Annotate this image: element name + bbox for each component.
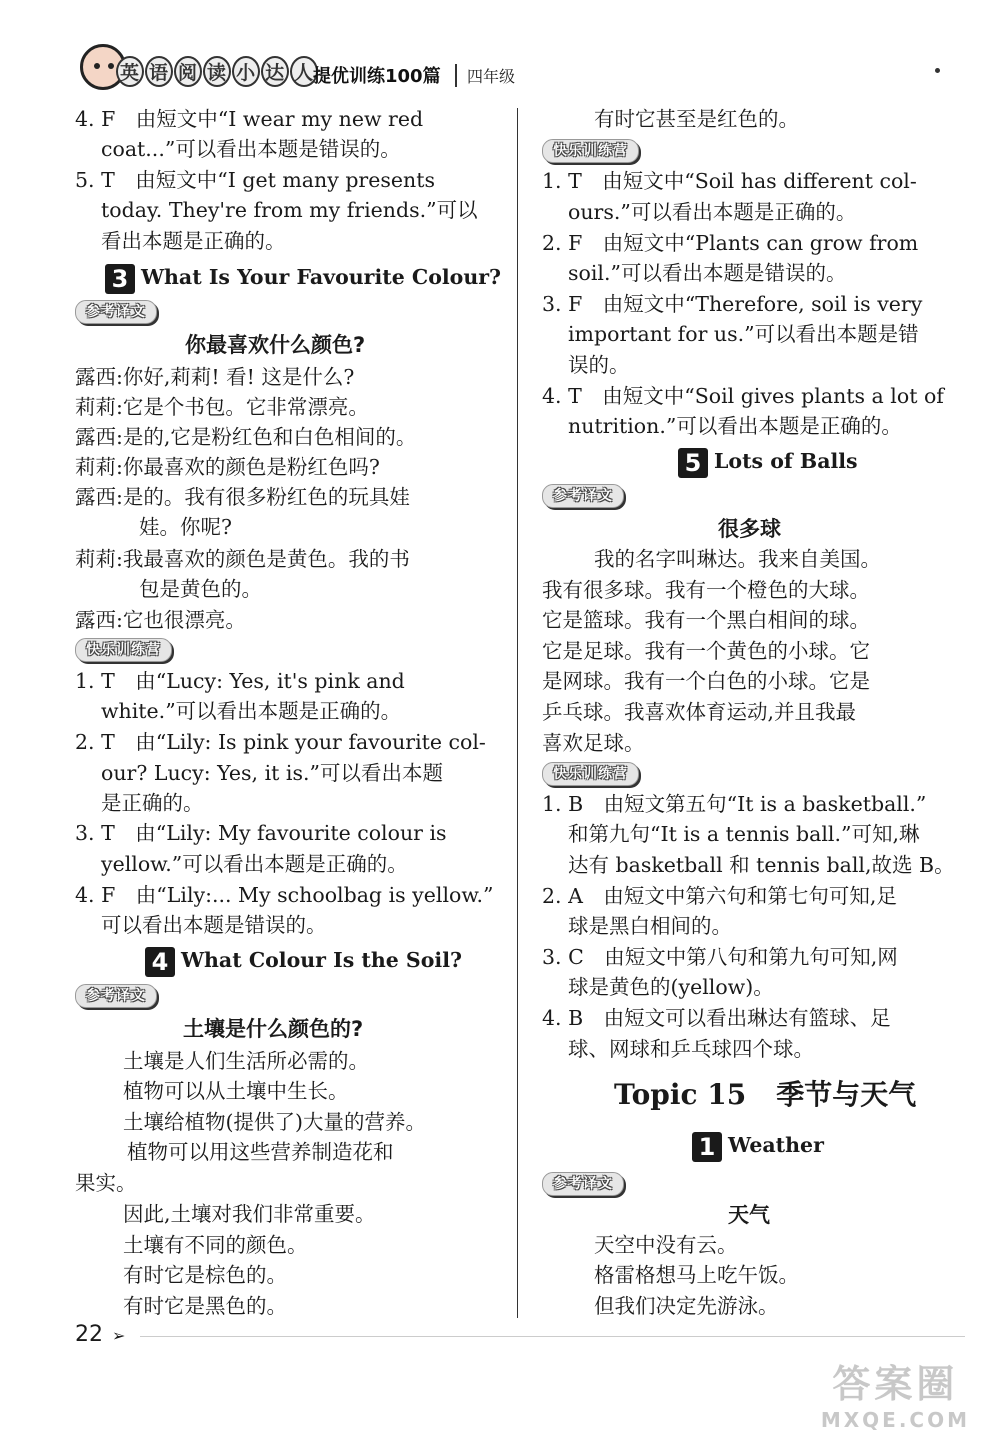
- page-arrow-icon: ➢: [112, 1326, 126, 1345]
- section-title: What Colour Is the Soil?: [181, 948, 462, 972]
- answer-line: 2. T 由“Lily: Is pink your favourite col-: [75, 730, 486, 754]
- translation-title: 天气: [728, 1203, 770, 1227]
- reference-badge: 参考译文: [75, 300, 157, 324]
- answer-line: 5. T 由短文中“I get many presents: [75, 168, 435, 192]
- dialogue-line: 莉莉:我最喜欢的颜色是黄色。我的书: [75, 547, 410, 571]
- answer-line: 1. T 由短文中“Soil has different col-: [542, 169, 917, 193]
- answer-line: 误的。: [568, 353, 630, 377]
- answer-line: 3. T 由“Lily: My favourite colour is: [75, 821, 447, 845]
- passage-line: 它是篮球。我有一个黑白相间的球。: [542, 608, 870, 632]
- answer-line: 球、网球和乒乓球四个球。: [568, 1037, 814, 1061]
- topic-heading: [614, 1078, 916, 1112]
- answer-line: 看出本题是正确的。: [101, 229, 286, 253]
- passage-line: 但我们决定先游泳。: [594, 1294, 779, 1318]
- dialogue-line: 露西:是的,它是粉红色和白色相间的。: [75, 425, 417, 449]
- passage-line: 喜欢足球。: [542, 731, 645, 755]
- answer-line: 球是黄色的(yellow)。: [568, 975, 774, 999]
- answer-line: 可以看出本题是错误的。: [101, 913, 327, 937]
- answer-line: 4. F 由短文中“I wear my new red: [75, 107, 424, 131]
- translation-title: 土壤是什么颜色的?: [183, 1017, 364, 1041]
- passage-line: 乒乓球。我喜欢体育运动,并且我最: [542, 700, 857, 724]
- passage-line: 它是足球。我有一个黄色的小球。它: [542, 639, 870, 663]
- answer-line: 1. T 由“Lucy: Yes, it's pink and: [75, 669, 405, 693]
- answer-line: 3. C 由短文中第八句和第九句可知,网: [542, 945, 898, 969]
- answer-line: 2. F 由短文中“Plants can grow from: [542, 231, 919, 255]
- section-heading: [145, 945, 462, 977]
- answer-line: 4. B 由短文可以看出琳达有篮球、足: [542, 1006, 891, 1030]
- passage-line: 土壤有不同的颜色。: [123, 1233, 308, 1257]
- answer-line: 球是黑白相间的。: [568, 914, 732, 938]
- page-number: 22: [75, 1322, 103, 1347]
- answer-line: today. They're from my friends.”可以: [101, 198, 478, 222]
- section-heading: [692, 1130, 824, 1162]
- page-header: [80, 40, 960, 100]
- reference-badge: 参考译文: [542, 1172, 624, 1196]
- section-number: 5: [678, 448, 708, 478]
- dialogue-line: 莉莉:你最喜欢的颜色是粉红色吗?: [75, 455, 380, 479]
- section-number: 4: [145, 947, 175, 977]
- answer-line: our? Lucy: Yes, it is.”可以看出本题: [101, 761, 443, 785]
- dialogue-line: 露西:是的。我有很多粉红色的玩具娃: [75, 485, 410, 509]
- passage-line: 有时它甚至是红色的。: [594, 107, 799, 131]
- passage-line: 有时它是棕色的。: [123, 1263, 287, 1287]
- answer-line: yellow.”可以看出本题是正确的。: [101, 852, 408, 876]
- site-watermark: 答案圈 MXQE.COM: [820, 1362, 970, 1432]
- passage-line: 我的名字叫琳达。我来自美国。: [594, 547, 881, 571]
- footer-rule: [140, 1336, 965, 1337]
- passage-line: 是网球。我有一个白色的小球。它是: [542, 669, 870, 693]
- passage-line: 天空中没有云。: [594, 1233, 738, 1257]
- grade-label: 四年级: [455, 64, 515, 87]
- answer-line: 是正确的。: [101, 791, 204, 815]
- passage-line: 格雷格想马上吃午饭。: [594, 1263, 799, 1287]
- passage-line: 因此,土壤对我们非常重要。: [123, 1202, 376, 1226]
- dialogue-line: 露西:你好,莉莉! 看! 这是什么?: [75, 365, 355, 389]
- header-dot: [935, 68, 940, 73]
- section-number: 1: [692, 1132, 722, 1162]
- section-number: 3: [105, 264, 135, 294]
- practice-badge: 快乐训练营: [75, 638, 172, 662]
- answer-line: 1. B 由短文第五句“It is a basketball.”: [542, 792, 927, 816]
- reference-badge: 参考译文: [542, 484, 624, 508]
- passage-line: 有时它是黑色的。: [123, 1294, 287, 1318]
- brand-title: 英 语 阅 读 小 达 人: [116, 56, 319, 87]
- section-title: Weather: [728, 1133, 824, 1157]
- answer-line: important for us.”可以看出本题是错: [568, 322, 919, 346]
- answer-line: 4. F 由“Lily:... My schoolbag is yellow.”: [75, 883, 494, 907]
- practice-badge: 快乐训练营: [542, 139, 639, 163]
- answer-line: 3. F 由短文中“Therefore, soil is very: [542, 292, 923, 316]
- section-heading: [678, 446, 858, 478]
- passage-line: 果实。: [75, 1171, 137, 1195]
- answer-line: white.”可以看出本题是正确的。: [101, 699, 402, 723]
- translation-title: 很多球: [718, 517, 781, 541]
- dialogue-line: 娃。你呢?: [139, 515, 232, 539]
- answer-line: 达有 basketball 和 tennis ball,故选 B。: [568, 853, 955, 877]
- dialogue-line: 莉莉:它是个书包。它非常漂亮。: [75, 395, 369, 419]
- passage-line: 土壤给植物(提供了)大量的营养。: [123, 1110, 426, 1134]
- answer-line: coat...”可以看出本题是错误的。: [101, 137, 401, 161]
- column-divider: [517, 108, 518, 1318]
- dialogue-line: 包是黄色的。: [139, 577, 262, 601]
- answer-line: ours.”可以看出本题是正确的。: [568, 200, 857, 224]
- topic-title: 季节与天气: [776, 1078, 917, 1111]
- passage-line: 植物可以用这些营养制造花和: [127, 1140, 394, 1164]
- passage-line: 我有很多球。我有一个橙色的大球。: [542, 578, 870, 602]
- translation-title: 你最喜欢什么颜色?: [185, 333, 366, 357]
- answer-line: soil.”可以看出本题是错误的。: [568, 261, 847, 285]
- section-heading: [105, 262, 501, 294]
- section-title: What Is Your Favourite Colour?: [141, 265, 502, 289]
- dialogue-line: 露西:它也很漂亮。: [75, 608, 246, 632]
- answer-line: 4. T 由短文中“Soil gives plants a lot of: [542, 384, 944, 408]
- answer-line: nutrition.”可以看出本题是正确的。: [568, 414, 902, 438]
- reference-badge: 参考译文: [75, 984, 157, 1008]
- section-title: Lots of Balls: [714, 449, 858, 473]
- answer-line: 2. A 由短文中第六句和第七句可知,足: [542, 884, 897, 908]
- practice-badge: 快乐训练营: [542, 762, 639, 786]
- book-subtitle: 提优训练100篇: [313, 66, 441, 87]
- answer-line: 和第九句“It is a tennis ball.”可知,琳: [568, 822, 920, 846]
- passage-line: 土壤是人们生活所必需的。: [123, 1049, 369, 1073]
- topic-number: Topic 15: [614, 1078, 747, 1111]
- passage-line: 植物可以从土壤中生长。: [123, 1079, 349, 1103]
